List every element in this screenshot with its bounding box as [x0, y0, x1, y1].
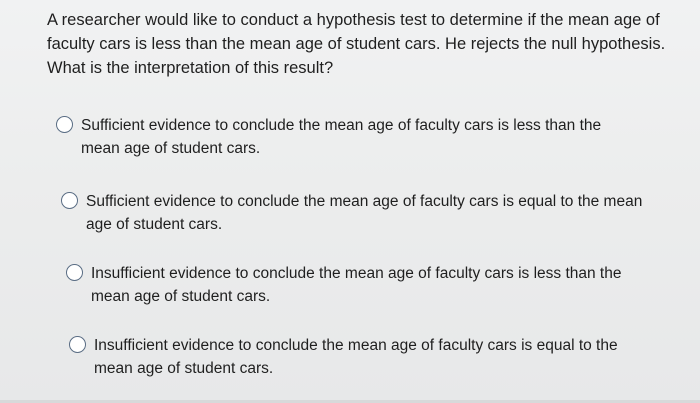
answer-option-label: Sufficient evidence to conclude the mean age of faculty cars is less than the mean age of student cars.: [81, 117, 602, 157]
radio-button-icon[interactable]: [69, 336, 86, 353]
answer-option-label: Insufficient evidence to conclude the mean age of faculty cars is equal to the mean age of student cars.: [94, 337, 618, 377]
answer-option-label: Insufficient evidence to conclude the mean age of faculty cars is less than the mean age of student cars.: [91, 265, 622, 305]
radio-button-icon[interactable]: [66, 264, 83, 281]
question-text: A researcher would like to conduct a hypothesis test to determine if the mean age of faculty cars is less than the mean age of student cars. He rejects the null hypothesis. What is the interpretation of this result?: [47, 11, 666, 77]
radio-button-icon[interactable]: [61, 192, 78, 209]
answer-option-label: Sufficient evidence to conclude the mean age of faculty cars is equal to the mean age of student cars.: [86, 193, 643, 233]
radio-button-icon[interactable]: [56, 116, 73, 133]
